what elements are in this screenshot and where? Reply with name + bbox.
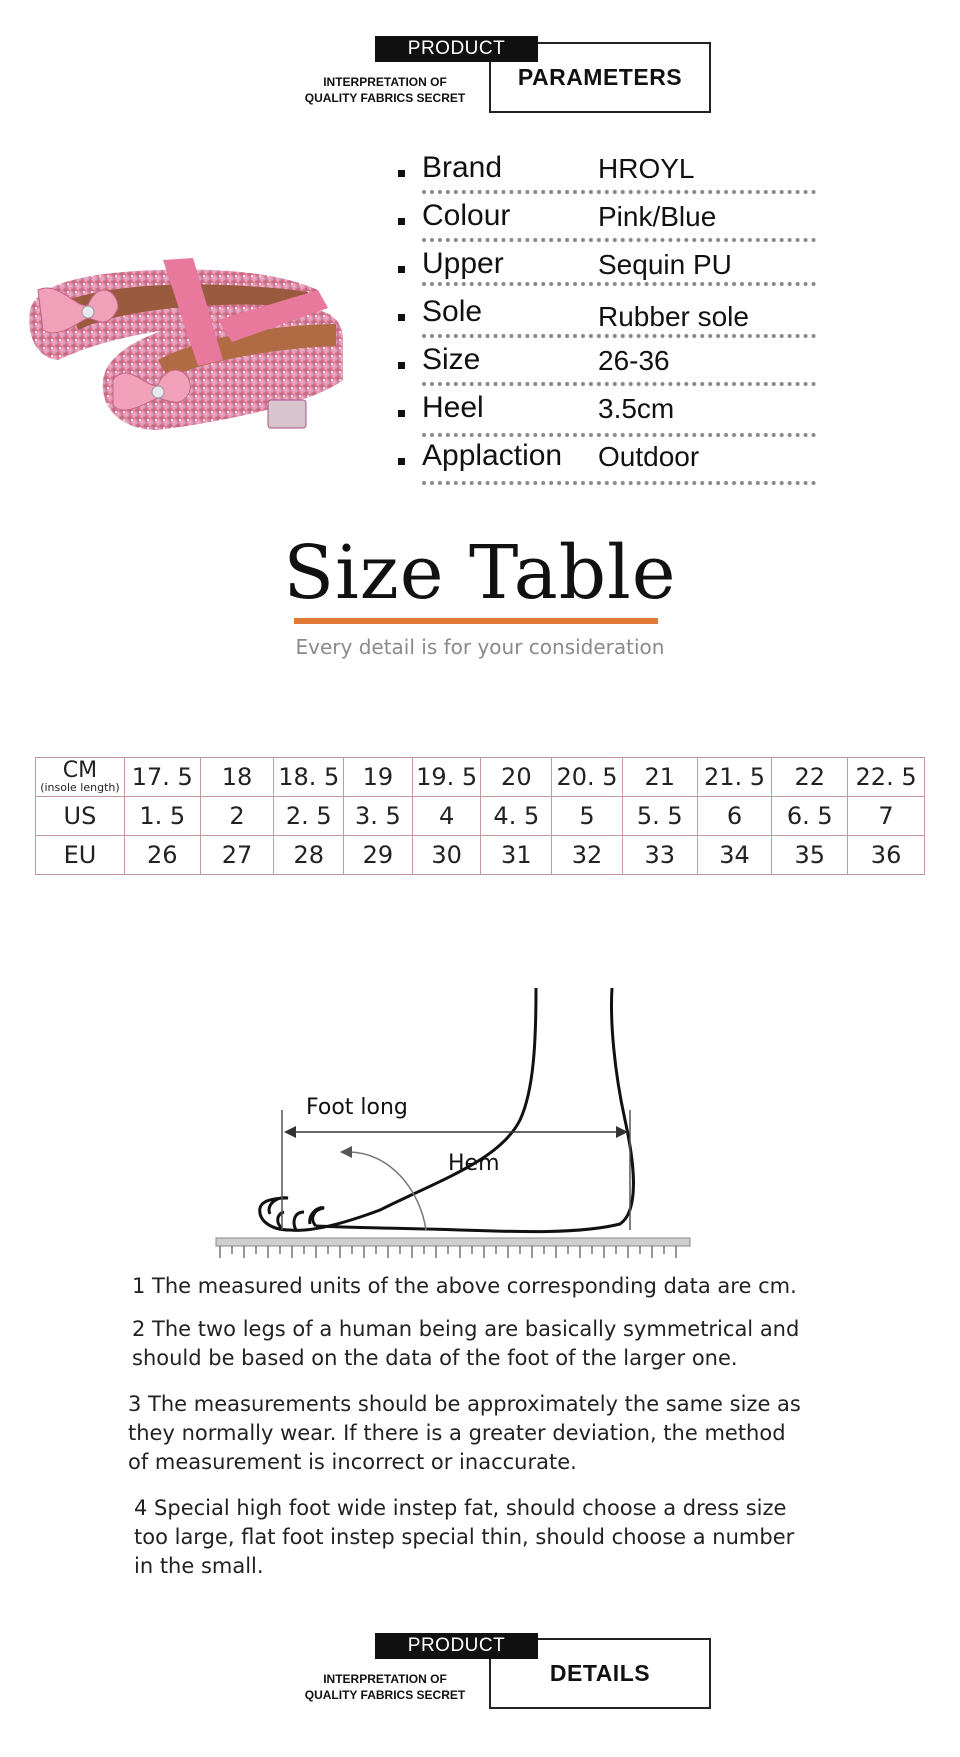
dotted-divider bbox=[422, 282, 816, 286]
bullet-icon bbox=[398, 218, 405, 225]
size-table bbox=[35, 757, 925, 875]
param-row-sole bbox=[398, 290, 818, 338]
table-cell: 32 bbox=[552, 836, 623, 875]
note-2: 2 The two legs of a human being are basically symmetrical and should be based on the data of the foot of the larger one. bbox=[132, 1317, 800, 1370]
param-value: Outdoor bbox=[598, 441, 700, 472]
bullet-icon bbox=[398, 362, 405, 369]
param-value: 26-36 bbox=[598, 345, 670, 376]
table-cell: 31 bbox=[481, 836, 552, 875]
table-cell: 18. 5 bbox=[274, 758, 344, 797]
param-value: Pink/Blue bbox=[598, 201, 717, 232]
bullet-icon bbox=[398, 458, 405, 465]
table-cell: 3. 5 bbox=[344, 797, 413, 836]
header-subtitle-bottom bbox=[290, 1671, 480, 1703]
subtitle-line1-top: INTERPRETATION OF bbox=[323, 75, 447, 89]
table-cell: 19 bbox=[344, 758, 413, 797]
table-cell: 29 bbox=[344, 836, 413, 875]
size-table-subtitle: Every detail is for your consideration bbox=[295, 635, 665, 659]
table-cell: 21 bbox=[622, 758, 697, 797]
product-banner-top bbox=[375, 36, 538, 62]
table-cell: 22 bbox=[772, 758, 848, 797]
table-cell: 2. 5 bbox=[274, 797, 344, 836]
table-cell: 4 bbox=[412, 797, 481, 836]
cm-header-cell bbox=[36, 758, 125, 797]
ruler-ticks bbox=[220, 1246, 676, 1258]
note-3: 3 The measurements should be approximately the same size as they normally wear. If there is a greater deviation, the method of measurement is incorrect or inaccurate. bbox=[128, 1392, 801, 1474]
table-cell: 18 bbox=[200, 758, 274, 797]
param-label: Heel bbox=[422, 391, 484, 424]
bullet-icon bbox=[398, 410, 405, 417]
table-cell: 30 bbox=[412, 836, 481, 875]
table-cell: 5. 5 bbox=[622, 797, 697, 836]
parameters-heading: PARAMETERS bbox=[517, 64, 683, 90]
table-cell: 19. 5 bbox=[412, 758, 481, 797]
table-cell: 26 bbox=[124, 836, 200, 875]
foot-measure-diagram bbox=[200, 980, 700, 1270]
table-row-cm bbox=[36, 758, 925, 797]
param-row-applaction bbox=[398, 434, 818, 482]
param-value: 3.5cm bbox=[598, 393, 675, 424]
table-cell: 36 bbox=[848, 836, 925, 875]
param-label: Applaction bbox=[422, 439, 563, 472]
table-cell: 6. 5 bbox=[772, 797, 848, 836]
table-cell: 17. 5 bbox=[124, 758, 200, 797]
table-cell: 20 bbox=[481, 758, 552, 797]
table-cell: 4. 5 bbox=[481, 797, 552, 836]
param-label: Upper bbox=[422, 247, 504, 280]
table-cell: 7 bbox=[848, 797, 925, 836]
param-label: Brand bbox=[422, 151, 503, 184]
cm-label: CM bbox=[62, 758, 98, 783]
ruler bbox=[216, 1238, 690, 1246]
foot-long-label: Foot long bbox=[306, 1095, 408, 1120]
dotted-divider bbox=[422, 481, 816, 485]
product-label-top: PRODUCT bbox=[407, 38, 506, 59]
param-value: Rubber sole bbox=[598, 301, 749, 332]
arrow-head-left bbox=[284, 1126, 296, 1138]
table-cell: 33 bbox=[622, 836, 697, 875]
details-heading: DETAILS bbox=[549, 1660, 651, 1686]
table-cell: 5 bbox=[552, 797, 623, 836]
table-cell: 35 bbox=[772, 836, 848, 875]
table-cell: 21. 5 bbox=[697, 758, 772, 797]
param-label: Sole bbox=[422, 295, 483, 328]
bullet-icon bbox=[398, 266, 405, 273]
table-cell: 20. 5 bbox=[552, 758, 623, 797]
note-4: 4 Special high foot wide instep fat, should choose a dress size too large, flat foot instep special thin, should choose a number in the small. bbox=[134, 1496, 795, 1578]
param-row-size bbox=[398, 338, 818, 386]
subtitle-line2-top: QUALITY FABRICS SECRET bbox=[304, 91, 466, 105]
subtitle-line1-bottom: INTERPRETATION OF bbox=[323, 1672, 447, 1686]
param-label: Size bbox=[422, 343, 481, 376]
param-label: Colour bbox=[422, 199, 511, 232]
param-value: Sequin PU bbox=[598, 249, 732, 280]
table-cell: 27 bbox=[200, 836, 274, 875]
param-row-colour bbox=[398, 194, 818, 242]
table-cell: 22. 5 bbox=[848, 758, 925, 797]
table-cell: 34 bbox=[697, 836, 772, 875]
table-cell: 2 bbox=[200, 797, 274, 836]
hem-label: Hem bbox=[448, 1151, 500, 1176]
us-header-cell: US bbox=[36, 797, 125, 836]
table-cell: 6 bbox=[697, 797, 772, 836]
bullet-icon bbox=[398, 314, 405, 321]
param-row-upper bbox=[398, 242, 818, 290]
product-shoe-image bbox=[18, 250, 353, 440]
product-label-bottom: PRODUCT bbox=[407, 1635, 506, 1656]
bullet-icon bbox=[398, 170, 405, 177]
param-row-brand bbox=[398, 146, 818, 194]
table-cell: 1. 5 bbox=[124, 797, 200, 836]
table-row-us bbox=[36, 797, 925, 836]
cm-sub-label: (insole length) bbox=[40, 781, 120, 794]
hem-arrow-head bbox=[340, 1146, 352, 1158]
note-1: 1 The measured units of the above corresponding data are cm. bbox=[132, 1274, 797, 1298]
size-table-title: Size Table bbox=[283, 530, 677, 616]
table-row-eu bbox=[36, 836, 925, 875]
subtitle-line2-bottom: QUALITY FABRICS SECRET bbox=[304, 1688, 466, 1702]
product-banner-bottom bbox=[375, 1633, 538, 1659]
table-cell: 28 bbox=[274, 836, 344, 875]
header-subtitle-top bbox=[290, 74, 480, 106]
eu-header-cell: EU bbox=[36, 836, 125, 875]
param-row-heel bbox=[398, 386, 818, 434]
accent-underline bbox=[294, 618, 658, 624]
param-value: HROYL bbox=[598, 153, 695, 184]
